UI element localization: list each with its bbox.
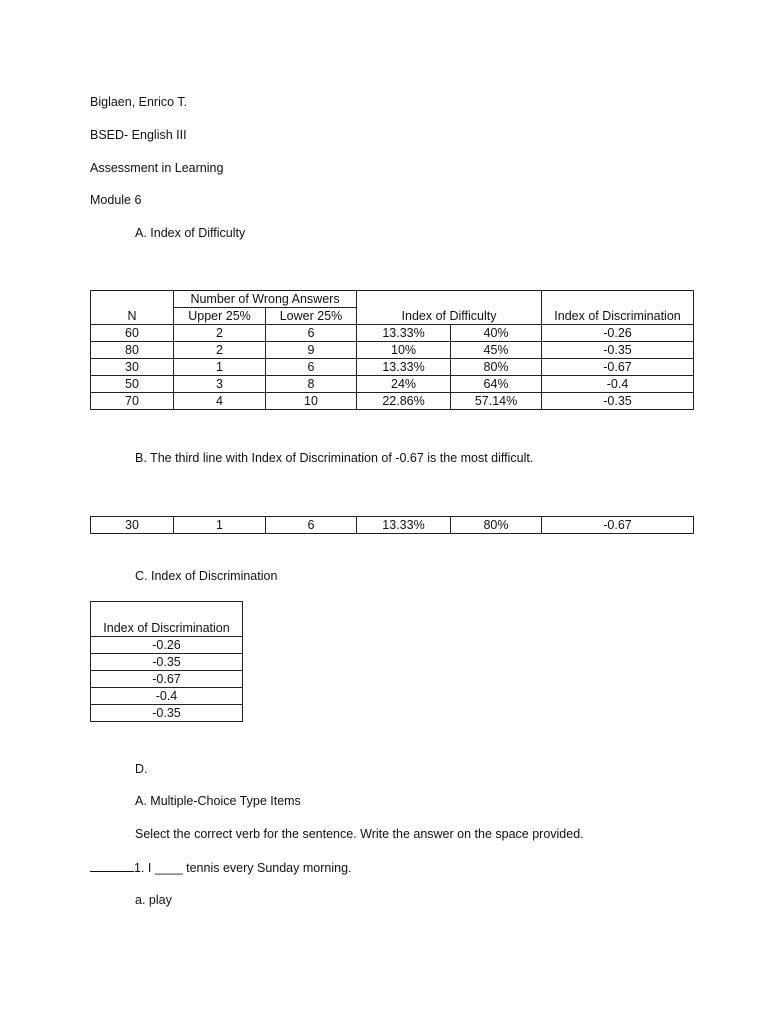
table-row <box>91 393 694 410</box>
cell-upper: 2 <box>174 342 266 359</box>
table-row <box>91 654 243 671</box>
cell-n: 50 <box>91 376 174 393</box>
discrimination-value: -0.26 <box>91 637 243 654</box>
table-row <box>91 359 694 376</box>
cell-n: 60 <box>91 325 174 342</box>
cell-difficulty-upper: 13.33% <box>357 359 451 376</box>
module-line: Module 6 <box>90 193 142 207</box>
answer-blank[interactable] <box>90 860 134 872</box>
header-wrong-answers: Number of Wrong Answers <box>174 291 357 308</box>
item-1 <box>90 860 352 875</box>
cell-difficulty-lower: 80% <box>451 359 542 376</box>
header-n-blank <box>91 291 174 308</box>
discrimination-table <box>90 601 243 722</box>
subject-line: Assessment in Learning <box>90 161 224 175</box>
table-row <box>91 637 243 654</box>
section-d-instruction: Select the correct verb for the sentence. Write the answer on the space provided. <box>135 827 584 841</box>
discrimination-value: -0.35 <box>91 654 243 671</box>
cell-difficulty-lower: 64% <box>451 376 542 393</box>
cell-lower: 9 <box>266 342 357 359</box>
cell-n: 30 <box>91 359 174 376</box>
header-difficulty-blank <box>357 291 542 308</box>
discrimination-value: -0.35 <box>91 705 243 722</box>
cell-difficulty-lower: 57.14% <box>451 393 542 410</box>
header-upper: Upper 25% <box>174 308 266 325</box>
table-row <box>91 376 694 393</box>
difficulty-table <box>90 290 694 410</box>
cell-difficulty-upper: 22.86% <box>357 393 451 410</box>
header-discrimination: Index of Discrimination <box>542 308 694 325</box>
item-1-text: 1. I ____ tennis every Sunday morning. <box>134 861 352 875</box>
table-row <box>91 705 243 722</box>
section-b-text: B. The third line with Index of Discrimination of -0.67 is the most difficult. <box>135 451 534 465</box>
cell-upper: 1 <box>174 359 266 376</box>
header-lower: Lower 25% <box>266 308 357 325</box>
section-d-subtitle: A. Multiple-Choice Type Items <box>135 794 301 808</box>
cell-upper: 3 <box>174 376 266 393</box>
cell-upper: 4 <box>174 393 266 410</box>
cell-difficulty-upper: 13.33% <box>357 325 451 342</box>
cell-lower: 6 <box>266 517 357 534</box>
header-n: N <box>91 308 174 325</box>
cell-discrimination: -0.35 <box>542 342 694 359</box>
cell-lower: 6 <box>266 325 357 342</box>
cell-n: 70 <box>91 393 174 410</box>
table-row <box>91 342 694 359</box>
table-row <box>91 671 243 688</box>
most-difficult-row-table <box>90 516 694 534</box>
section-c-title: C. Index of Discrimination <box>135 569 278 583</box>
cell-discrimination: -0.67 <box>542 517 694 534</box>
cell-upper: 1 <box>174 517 266 534</box>
section-a-title: A. Index of Difficulty <box>135 226 246 240</box>
cell-discrimination: -0.67 <box>542 359 694 376</box>
student-name: Biglaen, Enrico T. <box>90 95 188 109</box>
discrimination-value: -0.67 <box>91 671 243 688</box>
cell-difficulty-upper: 13.33% <box>357 517 451 534</box>
cell-discrimination: -0.26 <box>542 325 694 342</box>
cell-lower: 8 <box>266 376 357 393</box>
course-line: BSED- English III <box>90 128 187 142</box>
discrimination-header: Index of Discrimination <box>91 602 243 637</box>
cell-lower: 10 <box>266 393 357 410</box>
header-difficulty: Index of Difficulty <box>357 308 542 325</box>
cell-difficulty-lower: 40% <box>451 325 542 342</box>
cell-n: 80 <box>91 342 174 359</box>
item-1-option-a: a. play <box>135 893 172 907</box>
cell-difficulty-lower: 80% <box>451 517 542 534</box>
cell-upper: 2 <box>174 325 266 342</box>
cell-n: 30 <box>91 517 174 534</box>
cell-difficulty-lower: 45% <box>451 342 542 359</box>
table-row <box>91 517 694 534</box>
table-row <box>91 325 694 342</box>
cell-discrimination: -0.35 <box>542 393 694 410</box>
header-discrimination-blank <box>542 291 694 308</box>
cell-lower: 6 <box>266 359 357 376</box>
cell-discrimination: -0.4 <box>542 376 694 393</box>
table-row <box>91 688 243 705</box>
cell-difficulty-upper: 10% <box>357 342 451 359</box>
section-d-label: D. <box>135 762 148 776</box>
discrimination-value: -0.4 <box>91 688 243 705</box>
cell-difficulty-upper: 24% <box>357 376 451 393</box>
